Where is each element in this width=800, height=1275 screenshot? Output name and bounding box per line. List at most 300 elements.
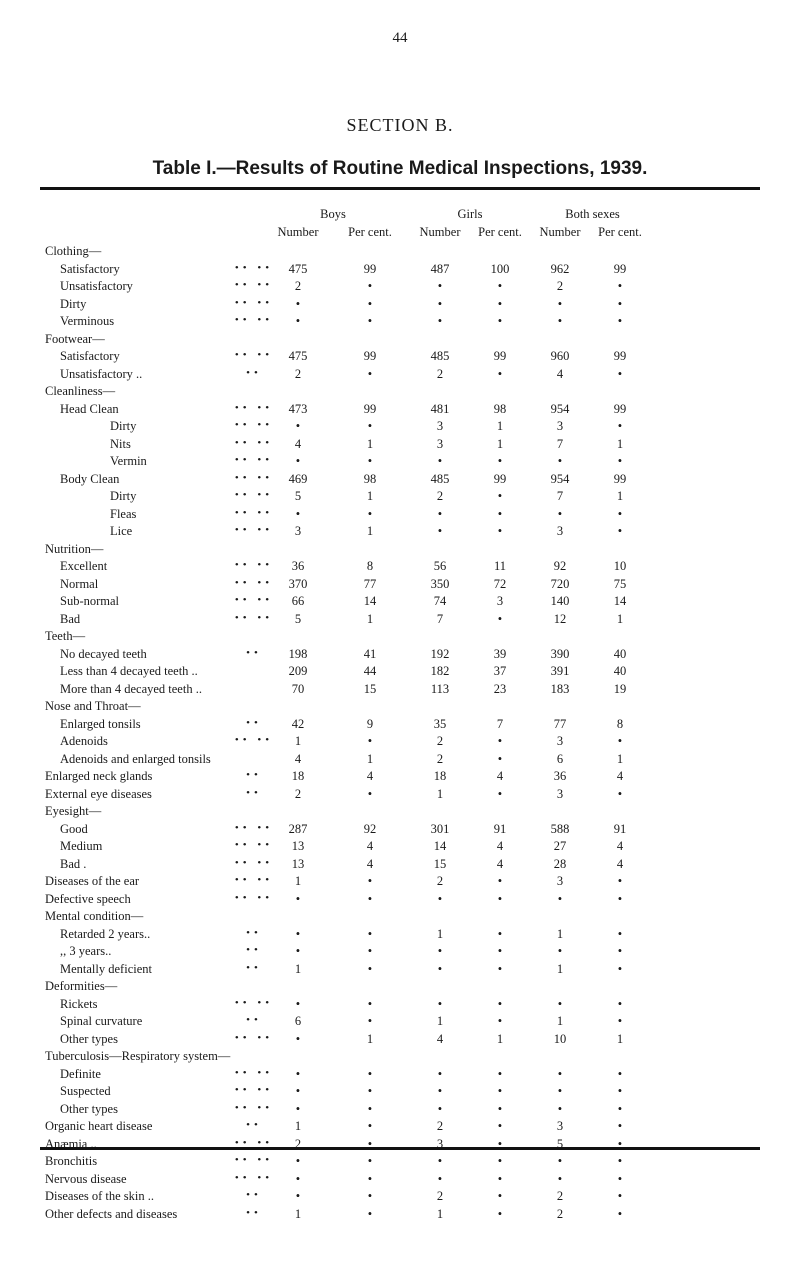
cell-value: • [437,1101,443,1116]
table-row [0,821,800,839]
table-row [0,646,800,664]
cell-value: • [497,1101,503,1116]
table-row [0,383,800,401]
row-label: Clothing— [45,244,102,258]
cell-value: 469 [288,471,308,486]
table-row [0,943,800,961]
cell-value: • [617,961,623,976]
cell-value: 1 [294,734,302,748]
cell-value: 7 [556,489,564,503]
table-row [0,856,800,874]
cell-value: 27 [553,839,567,853]
table-row [0,558,800,576]
table-row [0,1066,800,1084]
cell-value: 1 [556,1014,564,1028]
cell-value: • [497,1171,503,1186]
cell-value: 72 [493,576,507,591]
cell-value: 1 [616,751,624,766]
cell-value: 3 [294,524,302,538]
cell-value: • [367,366,373,381]
group-header-boys: Boys [320,207,346,221]
cell-value: 1 [616,436,624,451]
cell-value: • [367,786,373,801]
row-label: Suspected [60,1084,111,1098]
cell-value: 7 [556,436,564,451]
cell-value: • [617,454,623,468]
cell-value: 99 [493,349,507,363]
cell-value: • [367,506,373,521]
table-row [0,261,800,279]
cell-value: 92 [553,559,567,573]
cell-value: • [557,1154,563,1168]
row-label: Organic heart disease [45,1119,153,1133]
cell-value: • [497,1189,503,1203]
cell-value: 11 [493,559,507,573]
leader-dots: •• •• [234,594,274,606]
cell-value: • [295,1084,301,1098]
cell-value: • [557,1171,563,1186]
table-row [0,1048,800,1066]
leader-dots: •• •• [234,611,274,624]
leader-dots: •• [246,944,262,956]
cell-value: • [367,874,373,888]
cell-value: 4 [616,769,624,783]
leader-dots: •• •• [234,821,274,834]
cell-value: 99 [363,261,377,276]
cell-value: 77 [553,716,567,731]
cell-value: 74 [433,594,447,608]
cell-value: • [295,926,301,941]
cell-value: • [617,1154,623,1168]
cell-value: • [557,944,563,958]
leader-dots: •• •• [234,279,274,291]
row-label: Other types [60,1101,118,1116]
leader-dots: •• •• [234,261,274,274]
cell-value: 391 [550,664,570,678]
leader-dots: •• •• [234,559,274,571]
cell-value: • [295,296,301,311]
cell-value: • [437,1154,443,1168]
cell-value: 41 [363,646,377,661]
table-row [0,1206,800,1224]
cell-value: 2 [436,874,444,888]
table-row [0,401,800,419]
row-label: Other defects and diseases [45,1206,178,1221]
cell-value: • [437,891,443,906]
cell-value: 4 [496,839,504,853]
cell-value: • [617,366,623,381]
cell-value: 2 [436,1189,444,1203]
row-label: Unsatisfactory [60,279,133,293]
cell-value: 3 [556,734,564,748]
row-label: Eyesight— [45,804,102,818]
table-row [0,698,800,716]
cell-value: 99 [613,401,627,416]
table-row [0,768,800,786]
cell-value: • [617,279,623,293]
table-row [0,663,800,681]
sub-header: Per cent. [598,225,642,239]
cell-value: 4 [496,769,504,783]
table-row [0,786,800,804]
cell-value: • [497,611,503,626]
leader-dots: •• •• [234,524,274,536]
row-label: Bad [60,611,81,626]
cell-value: 12 [553,611,567,626]
cell-value: • [497,751,503,766]
table-row [0,471,800,489]
cell-value: 113 [430,681,450,696]
cell-value: • [295,944,301,958]
cell-value: 36 [291,559,305,573]
cell-value: 18 [291,769,305,783]
leader-dots: •• •• [234,471,274,484]
row-label: Retarded 2 years.. [60,926,151,941]
cell-value: 3 [436,419,444,433]
table-row [0,996,800,1014]
row-label: Dirty [60,296,87,311]
cell-value: • [367,314,373,328]
section-heading: SECTION B. [346,115,454,135]
cell-value: 475 [288,261,308,276]
leader-dots: •• [246,1189,262,1201]
row-label: Verminous [60,314,115,328]
table-row [0,978,800,996]
cell-value: • [295,454,301,468]
cell-value: • [497,366,503,381]
cell-value: 15 [433,856,447,871]
cell-value: 1 [436,926,444,941]
cell-value: 720 [550,576,570,591]
cell-value: • [617,1171,623,1186]
cell-value: • [617,1119,623,1133]
cell-value: 301 [430,821,450,836]
cell-value: 7 [436,611,444,626]
cell-value: 2 [556,1206,564,1221]
cell-value: • [497,891,503,906]
cell-value: 2 [294,279,302,293]
leader-dots: •• [246,366,262,379]
row-label: Nervous disease [45,1171,127,1186]
row-label: Normal [60,576,99,591]
cell-value: 588 [550,821,570,836]
cell-value: • [497,506,503,521]
leader-dots: •• [246,646,262,659]
cell-value: • [497,961,503,976]
table-row [0,296,800,314]
table-row [0,611,800,629]
cell-value: 14 [433,839,447,853]
cell-value: 209 [288,664,308,678]
cell-value: 3 [556,1119,564,1133]
cell-value: • [295,1031,301,1046]
cell-value: • [295,314,301,328]
cell-value: 5 [556,1136,564,1151]
cell-value: • [367,1171,373,1186]
cell-value: 92 [363,821,377,836]
row-label: Good [60,821,88,836]
cell-value: 954 [550,401,570,416]
row-label: Fleas [110,506,137,521]
cell-value: • [367,1189,373,1203]
table-row [0,838,800,856]
cell-value: • [557,506,563,521]
cell-value: • [367,1136,373,1151]
cell-value: 2 [556,1189,564,1203]
cell-value: 2 [294,1136,302,1151]
cell-value: 10 [553,1031,567,1046]
table-row [0,1171,800,1189]
table-row [0,1083,800,1101]
cell-value: • [437,944,443,958]
cell-value: • [557,296,563,311]
cell-value: 6 [556,751,564,766]
leader-dots: •• [246,1206,262,1219]
cell-value: • [437,296,443,311]
cell-value: • [617,1101,623,1116]
cell-value: • [497,1014,503,1028]
row-label: Spinal curvature [60,1014,143,1028]
cell-value: 4 [556,366,564,381]
table-row [0,506,800,524]
cell-value: 2 [294,786,302,801]
cell-value: • [617,506,623,521]
cell-value: 91 [613,821,627,836]
cell-value: • [437,1171,443,1186]
row-label: Adenoids [60,734,108,748]
cell-value: • [617,996,623,1011]
table-row [0,681,800,699]
row-label: Excellent [60,559,108,573]
cell-value: • [557,1101,563,1116]
cell-value: 14 [363,594,377,608]
cell-value: • [437,454,443,468]
cell-value: 14 [613,594,627,608]
row-label: No decayed teeth [60,646,147,661]
row-label: Head Clean [60,401,119,416]
leader-dots: •• •• [234,454,274,466]
cell-value: • [295,1189,301,1203]
row-label: Other types [60,1031,118,1046]
table-title: Table I.—Results of Routine Medical Inspections, 1939. [152,158,648,179]
cell-value: 99 [613,261,627,276]
cell-value: 4 [294,436,302,451]
leader-dots: •• •• [234,1084,274,1096]
table-row [0,366,800,384]
table-row [0,1118,800,1136]
cell-value: • [437,1066,443,1081]
cell-value: 2 [556,279,564,293]
cell-value: • [617,1206,623,1221]
cell-value: • [557,1084,563,1098]
cell-value: 1 [556,961,564,976]
table-row [0,1031,800,1049]
cell-value: • [367,996,373,1011]
cell-value: 91 [493,821,507,836]
cell-value: 3 [556,786,564,801]
row-label: Defective speech [45,891,131,906]
cell-value: 99 [493,471,507,486]
cell-value: • [367,1101,373,1116]
cell-value: • [617,1136,623,1151]
cell-value: • [367,1066,373,1081]
row-label: Teeth— [45,629,86,643]
cell-value: • [617,1084,623,1098]
table-row [0,1136,800,1154]
table-row [0,891,800,909]
table-row [0,453,800,471]
cell-value: • [295,1154,301,1168]
table-row [0,488,800,506]
cell-value: 36 [553,769,567,783]
cell-value: • [367,926,373,941]
cell-value: 37 [493,664,507,678]
cell-value: • [557,454,563,468]
cell-value: 1 [366,1031,374,1046]
cell-value: 485 [430,471,450,486]
cell-value: 2 [436,366,444,381]
cell-value: 2 [436,734,444,748]
cell-value: 1 [436,1014,444,1028]
row-label: More than 4 decayed teeth .. [60,681,202,696]
cell-value: • [367,279,373,293]
row-label: External eye diseases [45,786,152,801]
cell-value: 1 [496,419,504,433]
cell-value: 1 [436,1206,444,1221]
cell-value: 13 [291,856,305,871]
cell-value: 481 [430,401,450,416]
table-row [0,961,800,979]
cell-value: 487 [430,261,450,276]
cell-value: • [367,296,373,311]
cell-value: • [617,1189,623,1203]
row-label: Tuberculosis—Respiratory system— [45,1049,231,1063]
cell-value: • [437,506,443,521]
leader-dots: •• [246,1014,262,1026]
cell-value: 192 [430,646,450,661]
cell-value: 2 [436,751,444,766]
cell-value: 2 [436,1119,444,1133]
cell-value: 15 [363,681,377,696]
row-label: Mental condition— [45,909,144,923]
cell-value: • [617,1014,623,1028]
column-sub-headers [0,225,800,241]
table-row [0,716,800,734]
cell-value: 4 [366,769,374,783]
leader-dots: •• •• [234,436,274,449]
leader-dots: •• •• [234,419,274,431]
table-row [0,1013,800,1031]
group-header-girls: Girls [457,207,483,221]
cell-value: 4 [616,839,624,853]
table-row [0,803,800,821]
cell-value: 1 [366,611,374,626]
table-row [0,313,800,331]
leader-dots: •• •• [234,506,274,519]
cell-value: 5 [294,611,302,626]
table-row [0,348,800,366]
leader-dots: •• •• [234,839,274,851]
cell-value: • [367,961,373,976]
cell-value: 287 [288,821,308,836]
cell-value: • [617,874,623,888]
row-label: Anæmia .. [45,1136,97,1151]
row-label: Dirty [110,419,137,433]
sub-header: Per cent. [478,225,522,239]
cell-value: • [557,1066,563,1081]
leader-dots: •• •• [234,349,274,361]
cell-value: 98 [493,401,507,416]
table-row [0,873,800,891]
sub-header: Per cent. [348,225,392,239]
row-label: Nits [110,436,131,451]
cell-value: • [497,524,503,538]
cell-value: • [367,1119,373,1133]
row-label: Enlarged neck glands [45,769,153,783]
cell-value: 3 [556,524,564,538]
cell-value: 23 [493,681,507,696]
row-label: Definite [60,1066,101,1081]
table-row [0,243,800,261]
cell-value: • [497,1066,503,1081]
column-group-headers [0,207,800,223]
cell-value: 1 [366,436,374,451]
cell-value: • [617,786,623,801]
table-row [0,331,800,349]
cell-value: • [617,1066,623,1081]
row-label: Less than 4 decayed teeth .. [60,664,198,678]
cell-value: 1 [366,751,374,766]
leader-dots: •• •• [234,1154,274,1166]
cell-value: 1 [496,1031,504,1046]
cell-value: 99 [613,471,627,486]
row-label: Diseases of the skin .. [45,1189,155,1203]
cell-value: 77 [363,576,377,591]
row-label: Dirty [110,489,137,503]
cell-value: 99 [363,401,377,416]
cell-value: 1 [294,961,302,976]
cell-value: • [617,419,623,433]
cell-value: 475 [288,349,308,363]
leader-dots: •• •• [234,1101,274,1114]
leader-dots: •• •• [234,996,274,1009]
cell-value: 2 [294,366,302,381]
leader-dots: •• •• [234,314,274,326]
cell-value: 10 [613,559,627,573]
cell-value: 6 [294,1014,302,1028]
cell-value: 3 [556,419,564,433]
cell-value: 954 [550,471,570,486]
row-label: Satisfactory [60,349,120,363]
row-label: Adenoids and enlarged tonsils [60,751,211,766]
leader-dots: •• [246,769,262,781]
cell-value: 370 [288,576,308,591]
bottom-rule [40,1147,760,1150]
cell-value: 35 [433,716,447,731]
cell-value: 485 [430,349,450,363]
leader-dots: •• [246,926,262,939]
cell-value: • [617,524,623,538]
cell-value: 70 [291,681,305,696]
cell-value: 1 [496,436,504,451]
cell-value: • [437,314,443,328]
leader-dots: •• •• [234,1136,274,1149]
cell-value: • [497,314,503,328]
cell-value: • [367,944,373,958]
cell-value: 1 [556,926,564,941]
row-label: Rickets [60,996,98,1011]
leader-dots: •• •• [234,576,274,589]
